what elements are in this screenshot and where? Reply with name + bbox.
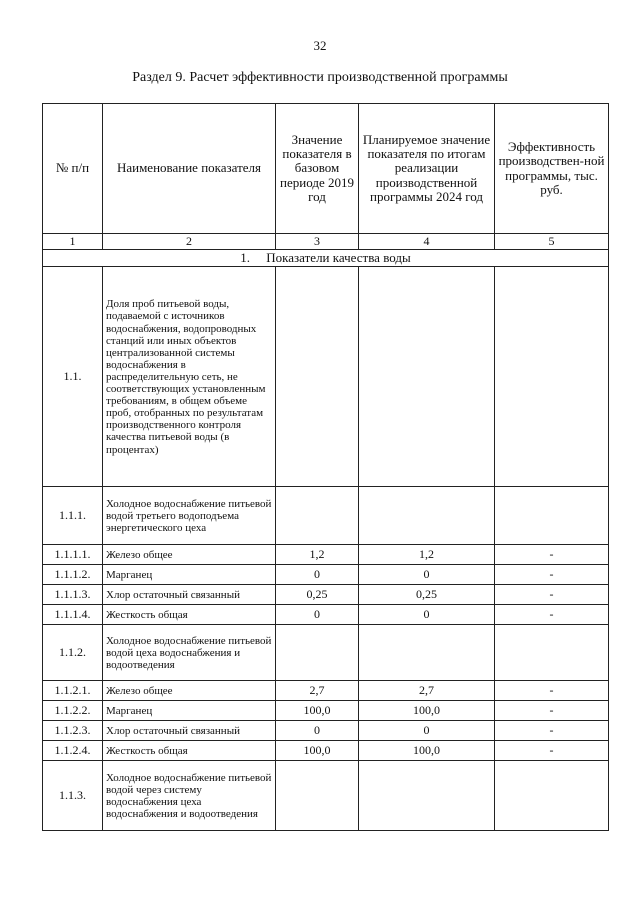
row-name: Хлор остаточный связанный xyxy=(103,585,276,605)
row-number: 1.1.3. xyxy=(43,761,103,831)
row-name: Марганец xyxy=(103,565,276,585)
column-number: 3 xyxy=(276,234,359,250)
header-base: Значение показателя в базовом периоде 2019 год xyxy=(276,104,359,234)
section-heading xyxy=(43,250,609,267)
column-numbers-row xyxy=(43,234,609,250)
row-base-value: 1,2 xyxy=(276,545,359,565)
column-number: 2 xyxy=(103,234,276,250)
header-num: № п/п xyxy=(43,104,103,234)
table-row xyxy=(43,565,609,585)
row-planned-value: 0 xyxy=(359,605,495,625)
row-planned-value: 100,0 xyxy=(359,701,495,721)
row-base-value xyxy=(276,487,359,545)
table-row xyxy=(43,681,609,701)
row-number: 1.1.2.3. xyxy=(43,721,103,741)
row-number: 1.1.1.1. xyxy=(43,545,103,565)
row-base-value: 100,0 xyxy=(276,741,359,761)
row-name: Холодное водоснабжение питьевой водой через систему водоснабжения цеха водоснабжения и водоотведения xyxy=(103,761,276,831)
table-header-row xyxy=(43,104,609,234)
row-name: Холодное водоснабжение питьевой водой цеха водоснабжения и водоотведения xyxy=(103,625,276,681)
header-planned: Планируемое значение показателя по итогам реализации производственной программы 2024 год xyxy=(359,104,495,234)
row-efficiency: - xyxy=(495,721,609,741)
row-planned-value: 0 xyxy=(359,721,495,741)
row-planned-value: 0 xyxy=(359,565,495,585)
row-name: Железо общее xyxy=(103,681,276,701)
row-number: 1.1.1. xyxy=(43,487,103,545)
row-name: Жесткость общая xyxy=(103,741,276,761)
table-row xyxy=(43,545,609,565)
row-number: 1.1.2. xyxy=(43,625,103,681)
row-efficiency: - xyxy=(495,605,609,625)
table-row xyxy=(43,487,609,545)
section-title-cell: Показатели качества воды xyxy=(266,250,411,266)
table-row xyxy=(43,741,609,761)
row-planned-value xyxy=(359,487,495,545)
row-efficiency: - xyxy=(495,701,609,721)
table-row xyxy=(43,625,609,681)
row-base-value: 2,7 xyxy=(276,681,359,701)
table-row xyxy=(43,701,609,721)
row-base-value: 0,25 xyxy=(276,585,359,605)
row-number: 1.1.2.4. xyxy=(43,741,103,761)
row-number: 1.1.2.1. xyxy=(43,681,103,701)
row-name: Доля проб питьевой воды, подаваемой с источников водоснабжения, водопроводных станций или иных объектов централизованной системы водоснабжения в распределительную сеть, не соответствующих установленным требованиям, в общем объеме проб, отобранных по результатам производственного контроля качества питьевой воды (в процентах) xyxy=(103,267,276,487)
row-name: Железо общее xyxy=(103,545,276,565)
row-name: Жесткость общая xyxy=(103,605,276,625)
section-title: Раздел 9. Расчет эффективности производственной программы xyxy=(132,70,508,85)
row-base-value: 0 xyxy=(276,721,359,741)
row-name: Марганец xyxy=(103,701,276,721)
column-number: 4 xyxy=(359,234,495,250)
table-row xyxy=(43,605,609,625)
row-number: 1.1.1.4. xyxy=(43,605,103,625)
efficiency-table xyxy=(42,103,609,831)
row-planned-value: 1,2 xyxy=(359,545,495,565)
page-number: 32 xyxy=(313,38,327,53)
row-efficiency xyxy=(495,625,609,681)
row-base-value: 100,0 xyxy=(276,701,359,721)
row-number: 1.1.1.3. xyxy=(43,585,103,605)
row-efficiency xyxy=(495,761,609,831)
row-name: Хлор остаточный связанный xyxy=(103,721,276,741)
row-base-value xyxy=(276,625,359,681)
table-row xyxy=(43,585,609,605)
row-base-value: 0 xyxy=(276,565,359,585)
table-row xyxy=(43,267,609,487)
row-efficiency xyxy=(495,267,609,487)
table-row xyxy=(43,761,609,831)
header-name: Наименование показателя xyxy=(103,104,276,234)
row-number: 1.1.1.2. xyxy=(43,565,103,585)
header-efficiency: Эффективность производствен-ной программы, тыс. руб. xyxy=(495,104,609,234)
row-number: 1.1.2.2. xyxy=(43,701,103,721)
row-planned-value xyxy=(359,267,495,487)
table-row xyxy=(43,721,609,741)
section-number: 1. xyxy=(240,250,251,266)
row-efficiency: - xyxy=(495,565,609,585)
row-efficiency: - xyxy=(495,545,609,565)
row-efficiency: - xyxy=(495,741,609,761)
column-number: 5 xyxy=(495,234,609,250)
row-efficiency xyxy=(495,487,609,545)
row-planned-value xyxy=(359,625,495,681)
column-number: 1 xyxy=(43,234,103,250)
section-row xyxy=(43,250,609,267)
row-planned-value: 0,25 xyxy=(359,585,495,605)
row-base-value: 0 xyxy=(276,605,359,625)
row-efficiency: - xyxy=(495,585,609,605)
row-base-value xyxy=(276,761,359,831)
row-number: 1.1. xyxy=(43,267,103,487)
row-planned-value: 100,0 xyxy=(359,741,495,761)
row-base-value xyxy=(276,267,359,487)
row-planned-value xyxy=(359,761,495,831)
row-efficiency: - xyxy=(495,681,609,701)
row-name: Холодное водоснабжение питьевой водой третьего водоподъема энергетического цеха xyxy=(103,487,276,545)
row-planned-value: 2,7 xyxy=(359,681,495,701)
